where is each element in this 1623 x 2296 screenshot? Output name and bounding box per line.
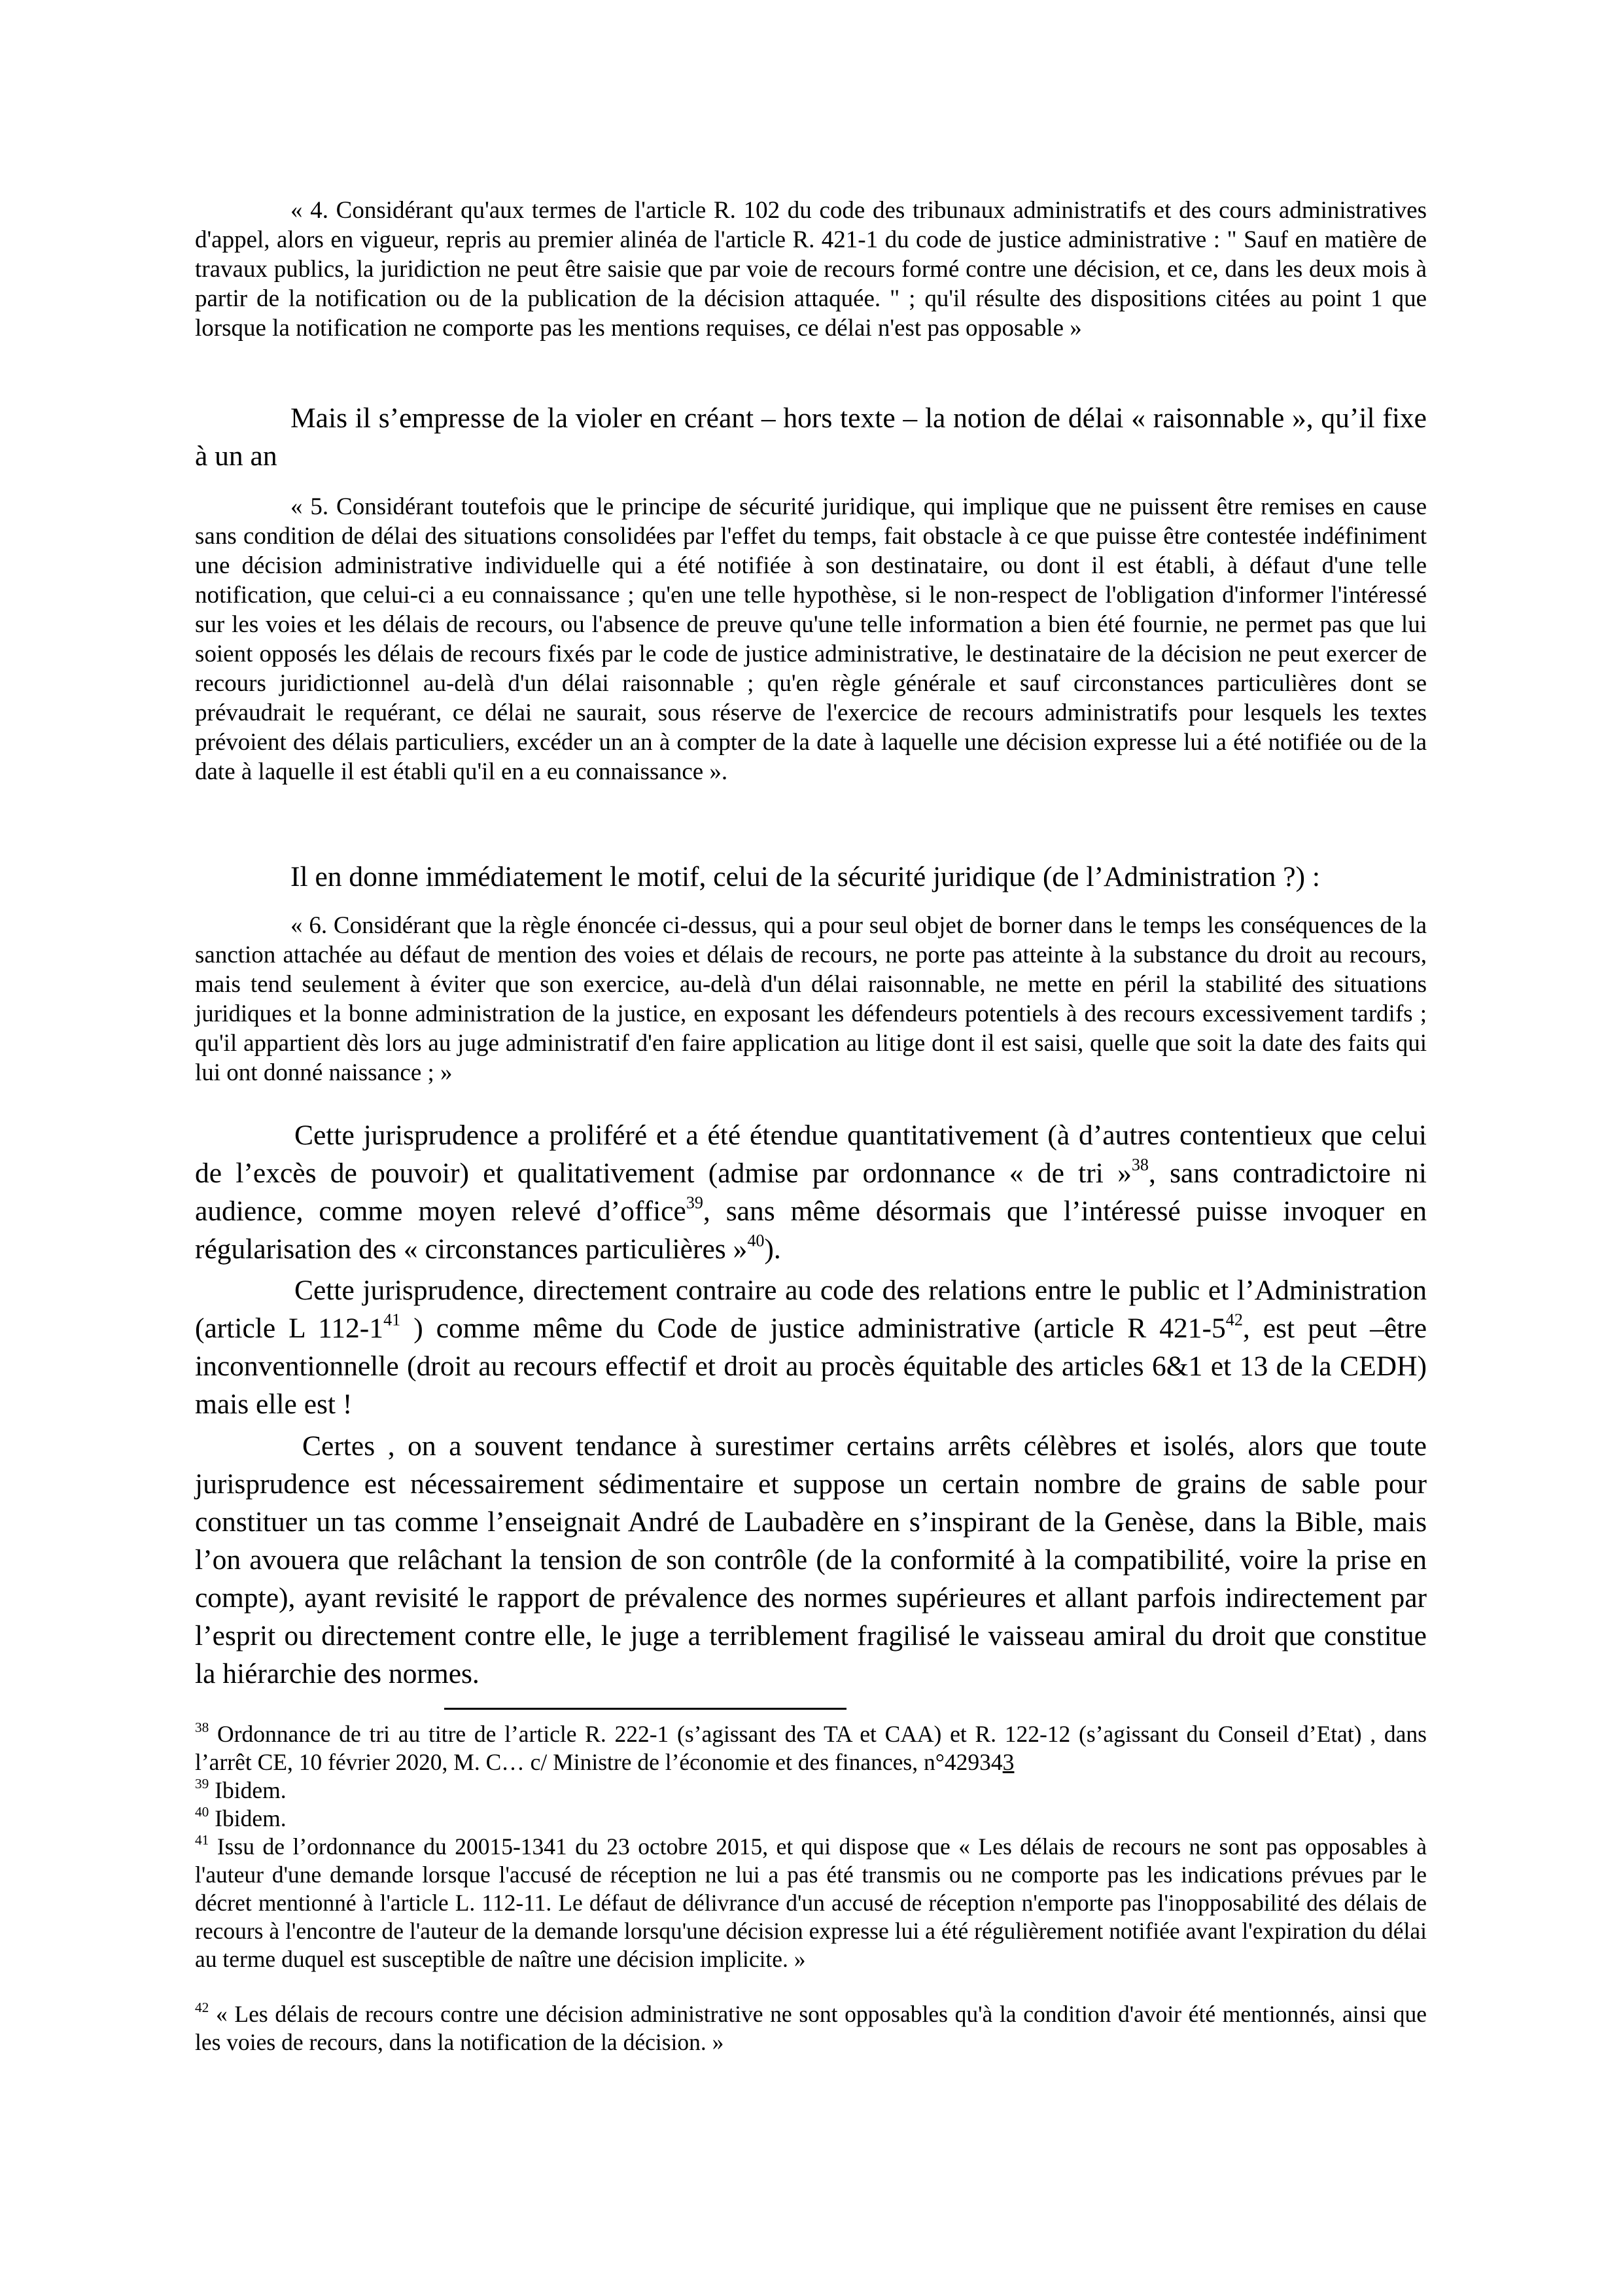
paragraph-contraire-part-a: Cette jurisprudence, directement contraire au code des relations entre le public et l’Administration (article L 112-1 [195,1275,1427,1344]
paragraph-delai-raisonnable: Mais il s’empresse de la violer en créant – hors texte – la notion de délai « raisonnable », qu’il fixe à un an [195,402,1427,472]
footnote-number: 40 [195,1804,209,1820]
footnote-number: 41 [195,1832,209,1848]
footnote-text: Issu de l’ordonnance du 20015-1341 du 23 octobre 2015, et qui dispose que « Les délais de recours ne sont pas opposables à l'auteur d'une demande lorsque l'accusé de réception ne lui a pas été transmis ou ne comporte pas les indications prévues par le décret mentionné à l'article L. 112-11. Le défaut de délivrance d'un accusé de réception n'emporte pas l'inopposabilité des délais de recours à l'encontre de l'auteur de la demande lorsqu'une décision expresse lui a été régulièrement notifiée avant l'expiration du délai au terme duquel est susceptible de naître une décision implicite. » [195,1833,1427,1972]
quote-considerant-5: « 5. Considérant toutefois que le principe de sécurité juridique, qui implique que ne puissent être remises en cause sans condition de délai des situations consolidées par l'effet du temps, fait obstacle à ce que puisse être contestée indéfiniment une décision administrative individuelle qui a été notifiée à son destinataire, ou dont il est établi, à défaut d'une telle notification, que celui-ci a eu connaissance ; qu'en une telle hypothèse, si le non-respect de l'obligation d'informer l'intéressé sur les voies et les délais de recours, ou l'absence de preuve qu'une telle information a bien été fournie, ne permet pas que lui soient opposés les délais de recours fixés par le code de justice administrative, le destinataire de la décision ne peut exercer de recours juridictionnel au-delà d'un délai raisonnable ; qu'en règle générale et sauf circonstances particulières dont se prévaudrait le requérant, ce délai ne saurait, sous réserve de l'exercice de recours administratifs pour lesquels les textes prévoient des délais particuliers, excéder un an à compter de la date à laquelle une décision expresse lui a été notifiée ou de la date à laquelle il est établi qu'il en a eu connaissance ». [195,493,1427,785]
footnote-number: 38 [195,1720,209,1736]
footnote-ref-41[interactable]: 41 [383,1310,401,1330]
footnote-text: « Les délais de recours contre une décision administrative ne sont opposables qu'à la condition d'avoir été mentionnés, ainsi que les voies de recours, dans la notification de la décision. » [195,2001,1427,2055]
footnote-text: Ordonnance de tri au titre de l’article R. 222-1 (s’agissant des TA et CAA) et R. 122-12 (s’agissant du Conseil d’Etat) , dans l’arrêt CE, 10 février 2020, M. C… c/ Ministre de l’économie et des finances, n°42934 [195,1721,1427,1775]
paragraph-contraire [195,1271,1427,1423]
footnote-39 [195,1776,1427,1805]
footnote-ref-39[interactable]: 39 [686,1193,703,1212]
paragraph-motif-securite-juridique: Il en donne immédiatement le motif, celui de la sécurité juridique (de l’Administration ?) : [290,861,1320,892]
quote-considerant-6: « 6. Considérant que la règle énoncée ci-dessus, qui a pour seul objet de borner dans le temps les conséquences de la sanction attachée au défaut de mention des voies et délais de recours, ne porte pas atteinte à la substance du droit au recours, mais tend seulement à éviter que son exercice, au-delà d'un délai raisonnable, ne mette en péril la stabilité des situations juridiques et la bonne administration de la justice, en exposant les défendeurs potentiels à des recours excessivement tardifs ; qu'il appartient dès lors au juge administratif d'en faire application au litige dont il est saisi, quelle que soit la date des faits qui lui ont donné naissance ; » [195,912,1427,1086]
paragraph-proliferation-part-b: , sans contradictoire ni audience, comme moyen relevé d’office [195,1157,1427,1227]
footnote-ref-40[interactable]: 40 [747,1231,765,1250]
footnote-text: Ibidem. [209,1805,287,1831]
footnote-number: 42 [195,2000,209,2016]
footnote-number: 39 [195,1776,209,1792]
footnote-text: Ibidem. [209,1777,287,1803]
footnote-41 [195,1833,1427,1973]
paragraph-proliferation [195,1116,1427,1268]
footnote-ref-42[interactable]: 42 [1225,1310,1243,1330]
footnote-42 [195,2000,1427,2057]
paragraph-contraire-part-b: ) comme même du Code de justice administrative (article R 421-5 [400,1313,1226,1344]
paragraph-certes: Certes , on a souvent tendance à surestimer certains arrêts célèbres et isolés, alors que toute jurisprudence est nécessairement sédimentaire et suppose un certain nombre de grains de sable pour constituer un tas comme l’enseignait André de Laubadère en s’inspirant de la Genèse, dans la Bible, mais l’on avouera que relâchant la tension de son contrôle (de la conformité à la compatibilité, voire la prise en compte), ayant revisité le rapport de prévalence des normes supérieures et allant parfois indirectement par l’esprit ou directement contre elle, le juge a terriblement fragilisé le vaisseau amiral du droit que constitue la hiérarchie des normes. [195,1430,1427,1689]
paragraph-proliferation-part-a: Cette jurisprudence a proliféré et a été étendue quantitativement (à d’autres contentieux que celui de l’excès de pouvoir) et qualitativement (admise par ordonnance « de tri » [195,1120,1427,1189]
paragraph-proliferation-part-d: ). [764,1233,781,1265]
footnote-38 [195,1720,1427,1776]
footnote-text-underlined: 3 [1002,1749,1015,1775]
quote-considerant-4: « 4. Considérant qu'aux termes de l'article R. 102 du code des tribunaux administratifs et des cours administratives d'appel, alors en vigueur, repris au premier alinéa de l'article R. 421-1 du code de justice administrative : " Sauf en matière de travaux publics, la juridiction ne peut être saisie que par voie de recours formé contre une décision, et ce, dans les deux mois à partir de la notification ou de la publication de la décision attaquée. " ; qu'il résulte des dispositions citées au point 1 que lorsque la notification ne comporte pas les mentions requises, ce délai n'est pas opposable » [195,197,1427,342]
paragraph-proliferation-part-c: , sans même désormais que l’intéressé puisse invoquer en régularisation des « circonstances particulières » [195,1195,1427,1265]
footnote-separator [444,1708,846,1710]
footnote-ref-38[interactable]: 38 [1131,1155,1149,1174]
footnote-40 [195,1805,1427,1833]
paragraph-contraire-part-c: , est peut –être inconventionnelle (droit au recours effectif et droit au procès équitable des articles 6&1 et 13 de la CEDH) mais elle est ! [195,1313,1427,1420]
